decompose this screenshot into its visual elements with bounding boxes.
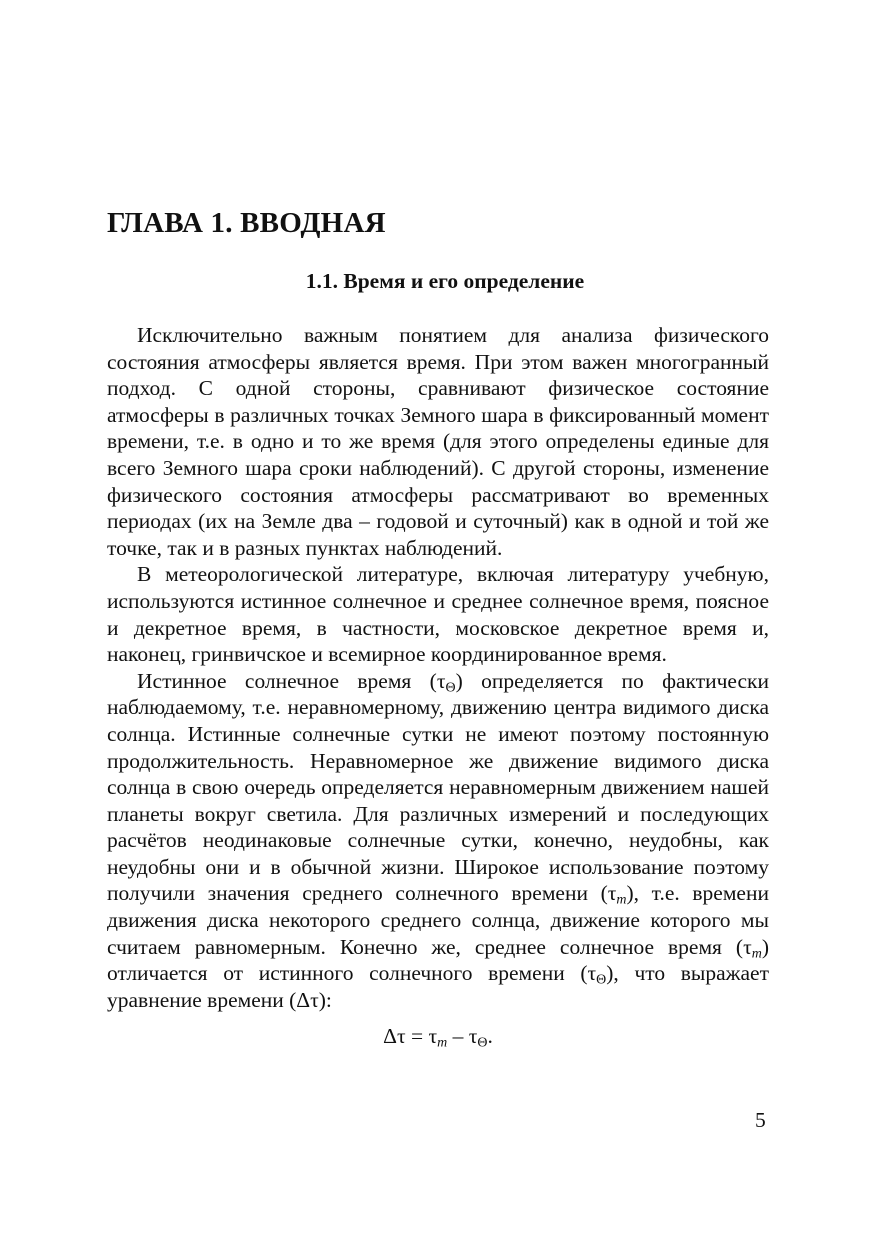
body-text [107, 322, 769, 1013]
section-title: 1.1. Время и его определение [305, 269, 585, 293]
paragraph-3-text-1: Истинное солнечное время ( [137, 668, 437, 693]
formula-lhs: Δτ = τ [383, 1024, 438, 1048]
tau-symbol: τ [436, 668, 446, 693]
subscript-m: m [751, 946, 762, 962]
subscript-theta: Θ [596, 972, 607, 988]
formula-subscript-m: m [437, 1035, 448, 1051]
paragraph-1: Исключительно важным понятием для анализа физического состояния атмосферы является время. При этом важен многогранный подход. С одной стороны, сравнивают физическое состояние атмосферы в различных точках Земного шара в фиксированный момент времени, т.е. в одно и то же время (для этого определены единые для всего Земного шара сроки наблюдений). С другой стороны, изменение физического состояния атмосферы рассматривают во временных периодах (их на Земле два – годовой и суточный) как в одной и той же точке, так и в разных пунктах наблюдений. [107, 323, 769, 560]
formula-end: . [487, 1024, 493, 1048]
subscript-m: m [616, 892, 627, 908]
paragraph-2: В метеорологической литературе, включая литературу учебную, используются истинное солнечное и среднее солнечное время, поясное и декретное время, в частности, московское декретное время и, наконец, гринвичское и всемирное координированное время. [107, 562, 769, 667]
subscript-theta: Θ [445, 680, 456, 696]
page-number: 5 [755, 1108, 766, 1132]
paragraph-3 [107, 668, 769, 1014]
formula-subscript-theta: Θ [477, 1035, 488, 1051]
tau-symbol: τ [587, 961, 597, 986]
paragraph-3-text-4: ) отличается от истинного солнечного времени ( [107, 934, 769, 986]
time-equation-formula [0, 1022, 876, 1050]
chapter-title: ГЛАВА 1. ВВОДНАЯ [107, 207, 386, 239]
paragraph-3-text-3: ), т.е. времени движения диска некоторого среднего солнца, движение которого мы считаем равномерным. Конечно же, среднее солнечное время ( [107, 881, 769, 959]
paragraph-3-text-5: ), что выражает уравнение времени (Δτ): [107, 961, 770, 1012]
paragraph-3-text-2: ) определяется по фактически наблюдаемому, т.е. неравномерному, движению центра видимого диска солнца. Истинные солнечные сутки не имеют поэтому постоянную продолжительность. Неравномерное же движение видимого диска солнца в свою очередь определяется неравномерным движением нашей планеты вокруг светила. Для различных измерений и последующих расчётов неодинаковые солнечные сутки, конечно, неудобны, как неудобны они и в обычной жизни. Широкое использование поэтому получили значения среднего солнечного времени ( [107, 668, 769, 906]
tau-symbol: τ [607, 881, 617, 906]
formula-minus: – τ [447, 1024, 478, 1048]
tau-symbol: τ [743, 934, 752, 959]
